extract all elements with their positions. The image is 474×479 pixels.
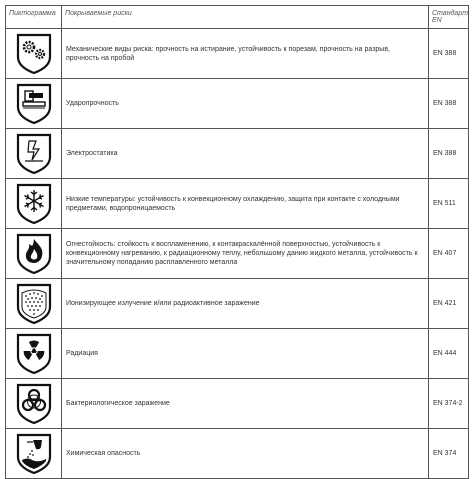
biohazard-icon xyxy=(16,383,52,425)
risk-description: Радиация xyxy=(62,329,429,379)
pictogram-cell xyxy=(6,279,62,329)
table-row xyxy=(6,429,469,479)
pictogram-cell xyxy=(6,179,62,229)
pictogram-cell xyxy=(6,29,62,79)
mechanical-gears-icon xyxy=(16,33,52,75)
standard-value: EN 374-2 xyxy=(429,379,469,429)
table-row xyxy=(6,279,469,329)
table-row xyxy=(6,329,469,379)
risk-description: Химическая опасность xyxy=(62,429,429,479)
standard-value: EN 388 xyxy=(429,129,469,179)
standard-value: EN 388 xyxy=(429,79,469,129)
table-row xyxy=(6,179,469,229)
table-row xyxy=(6,79,469,129)
standard-value: EN 444 xyxy=(429,329,469,379)
heat-flame-icon xyxy=(16,233,52,275)
pictogram-cell xyxy=(6,79,62,129)
pictogram-cell xyxy=(6,329,62,379)
risk-description: Огнестойкость: стойкость к воспламенению, к контакраскалённой поверхностью, устойчивость к конвекционному нагреванию, к радиационному теплу, небольшому данию жидкого металла, устойчивость к значительному попаданию расплавленного металла xyxy=(62,229,429,279)
pictogram-cell xyxy=(6,379,62,429)
header-risks: Покрываемые риски xyxy=(62,6,429,29)
standard-value: EN 407 xyxy=(429,229,469,279)
pictogram-cell xyxy=(6,129,62,179)
cold-snowflake-icon xyxy=(16,183,52,225)
risk-description: Ударопрочность xyxy=(62,79,429,129)
risk-description: Низкие температуры: устойчивость к конвекционному охлаждению, защита при контакте с холодными предметами, водопроницаемость xyxy=(62,179,429,229)
pictogram-cell xyxy=(6,429,62,479)
standard-value: EN 388 xyxy=(429,29,469,79)
risk-description: Бактериологическое заражение xyxy=(62,379,429,429)
pictogram-cell xyxy=(6,229,62,279)
standard-value: EN 421 xyxy=(429,279,469,329)
radiation-trefoil-icon xyxy=(16,333,52,375)
risk-table xyxy=(5,5,469,479)
table-row xyxy=(6,129,469,179)
risk-description: Электростатика xyxy=(62,129,429,179)
radioactive-particles-icon xyxy=(16,283,52,325)
electrostatic-lightning-icon xyxy=(16,133,52,175)
table-header-row xyxy=(6,6,469,29)
header-standard: Стандарт EN xyxy=(429,6,469,29)
risk-description: Механические виды риска: прочность на истирание, устойчивость к порезам, прочность на разрыв, прочность на пробой xyxy=(62,29,429,79)
standard-value: EN 511 xyxy=(429,179,469,229)
header-pictogram: Пиктограмма xyxy=(6,6,62,29)
table-row xyxy=(6,29,469,79)
table-row xyxy=(6,229,469,279)
risk-description: Ионизирующее излучение и/или радиоактивное заражение xyxy=(62,279,429,329)
impact-hammer-icon xyxy=(16,83,52,125)
table-row xyxy=(6,379,469,429)
chemical-hazard-icon xyxy=(16,433,52,475)
standard-value: EN 374 xyxy=(429,429,469,479)
